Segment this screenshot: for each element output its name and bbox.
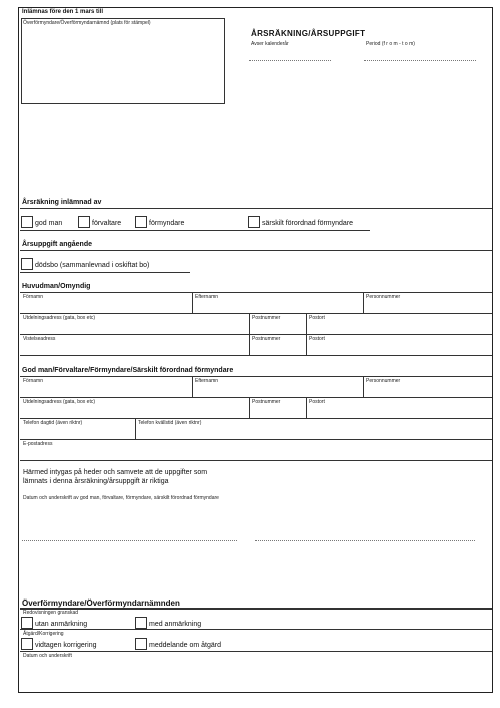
guardian-title: God man/Förvaltare/Förmyndare/Särskilt förordnad förmyndare bbox=[22, 367, 234, 374]
ward-personal-number-label: Personnummer bbox=[366, 294, 401, 300]
checkbox-meddelande-om-atgard[interactable] bbox=[135, 638, 147, 650]
guardian-first-name-label: Förnamn bbox=[23, 378, 44, 384]
stamp-box-label: Överförmyndare/Överförmyndarnämnd (plats för stämpel) bbox=[23, 20, 151, 26]
option-vidtagen-korrigering: vidtagen korrigering bbox=[35, 642, 97, 649]
stamp-box bbox=[21, 18, 225, 104]
divider bbox=[249, 334, 250, 355]
divider bbox=[20, 355, 492, 356]
deadline-text: Inlämnas före den 1 mars till bbox=[22, 9, 104, 15]
divider bbox=[306, 313, 307, 334]
checkbox-forvaltare[interactable] bbox=[78, 216, 90, 228]
ward-title: Huvudman/Omyndig bbox=[22, 283, 91, 290]
ward-city2-label: Postort bbox=[309, 336, 325, 342]
checkbox-vidtagen-korrigering[interactable] bbox=[21, 638, 33, 650]
divider bbox=[192, 292, 193, 313]
ward-last-name-label: Efternamn bbox=[195, 294, 219, 300]
option-forvaltare: förvaltare bbox=[92, 220, 122, 227]
option-god-man: god man bbox=[35, 220, 63, 227]
ward-city-label: Postort bbox=[309, 315, 325, 321]
option-dodsbo: dödsbo (sammanlevnad i oskiftat bo) bbox=[35, 262, 150, 269]
checkbox-sarskilt-formyndare[interactable] bbox=[248, 216, 260, 228]
divider bbox=[135, 418, 136, 439]
period-label: Period (f r o m - t o m) bbox=[366, 41, 415, 47]
divider bbox=[306, 334, 307, 355]
form-frame bbox=[18, 7, 493, 693]
divider bbox=[20, 608, 492, 610]
divider bbox=[249, 397, 250, 418]
guardian-postal-code-label: Postnummer bbox=[252, 399, 281, 405]
guardian-phone-day-label: Telefon dagtid (även riktnr) bbox=[23, 420, 83, 426]
guardian-email-label: E-postadress bbox=[23, 441, 53, 447]
guardian-personal-number-label: Personnummer bbox=[366, 378, 401, 384]
ward-address-label: Utdelningsadress (gata, box etc) bbox=[23, 315, 95, 321]
reviewed-label: Redovisningen granskad bbox=[23, 610, 79, 616]
ward-residence-label: Vistelseadress bbox=[23, 336, 56, 342]
option-med-anmarkning: med anmärkning bbox=[149, 621, 202, 628]
guardian-phone-evening-label: Telefon kvällstid (även riktnr) bbox=[138, 420, 202, 426]
guardian-city-label: Postort bbox=[309, 399, 325, 405]
guardian-address-label: Utdelningsadress (gata, box etc) bbox=[23, 399, 95, 405]
divider bbox=[249, 313, 250, 334]
guardian-last-name-label: Efternamn bbox=[195, 378, 219, 384]
divider bbox=[20, 439, 492, 440]
ward-postal-code-label: Postnummer bbox=[252, 315, 281, 321]
period-field[interactable] bbox=[364, 60, 476, 61]
divider bbox=[20, 250, 492, 251]
divider bbox=[20, 397, 492, 398]
declaration-line1: Härmed intygas på heder och samvete att de uppgifter som bbox=[23, 469, 208, 476]
office-title: Överförmyndare/Överförmyndarnämnden bbox=[22, 599, 180, 608]
divider bbox=[20, 292, 492, 293]
action-label: Åtgärd/Korrigering bbox=[23, 631, 64, 637]
checkbox-med-anmarkning[interactable] bbox=[135, 617, 147, 629]
ward-first-name-label: Förnamn bbox=[23, 294, 44, 300]
divider bbox=[20, 460, 492, 461]
option-utan-anmarkning: utan anmärkning bbox=[35, 621, 88, 628]
year-field[interactable] bbox=[249, 60, 331, 61]
guardian-date-field[interactable] bbox=[22, 540, 237, 541]
option-sarskilt-formyndare: särskilt förordnad förmyndare bbox=[262, 220, 354, 227]
ward-postal-code2-label: Postnummer bbox=[252, 336, 281, 342]
divider bbox=[363, 292, 364, 313]
divider bbox=[20, 208, 492, 209]
checkbox-dodsbo[interactable] bbox=[21, 258, 33, 270]
divider bbox=[363, 376, 364, 397]
divider bbox=[20, 313, 492, 314]
declaration-line2: lämnats i denna årsräkning/årsuppgift är riktiga bbox=[23, 478, 169, 485]
checkbox-god-man[interactable] bbox=[21, 216, 33, 228]
option-formyndare: förmyndare bbox=[149, 220, 185, 227]
office-signature-label: Datum och underskrift bbox=[23, 653, 72, 659]
guardian-signature-label: Datum och underskrift av god man, förvaltare, förmyndare, särskilt förordnad förmyndare bbox=[23, 495, 219, 501]
submitted-by-title: Årsräkning inlämnad av bbox=[22, 199, 102, 206]
checkbox-formyndare[interactable] bbox=[135, 216, 147, 228]
divider bbox=[20, 230, 370, 231]
divider bbox=[306, 397, 307, 418]
year-label: Avser kalenderår bbox=[251, 41, 289, 47]
divider bbox=[20, 629, 492, 630]
guardian-signature-field[interactable] bbox=[255, 540, 475, 541]
divider bbox=[192, 376, 193, 397]
divider bbox=[20, 418, 492, 419]
checkbox-utan-anmarkning[interactable] bbox=[21, 617, 33, 629]
option-meddelande-om-atgard: meddelande om åtgärd bbox=[149, 642, 221, 649]
divider bbox=[20, 272, 190, 273]
divider bbox=[20, 376, 492, 377]
annual-report-title: Årsuppgift angående bbox=[22, 241, 93, 248]
divider bbox=[20, 334, 492, 335]
form-title: ÅRSRÄKNING/ÅRSUPPGIFT bbox=[251, 29, 366, 38]
divider bbox=[20, 651, 492, 652]
